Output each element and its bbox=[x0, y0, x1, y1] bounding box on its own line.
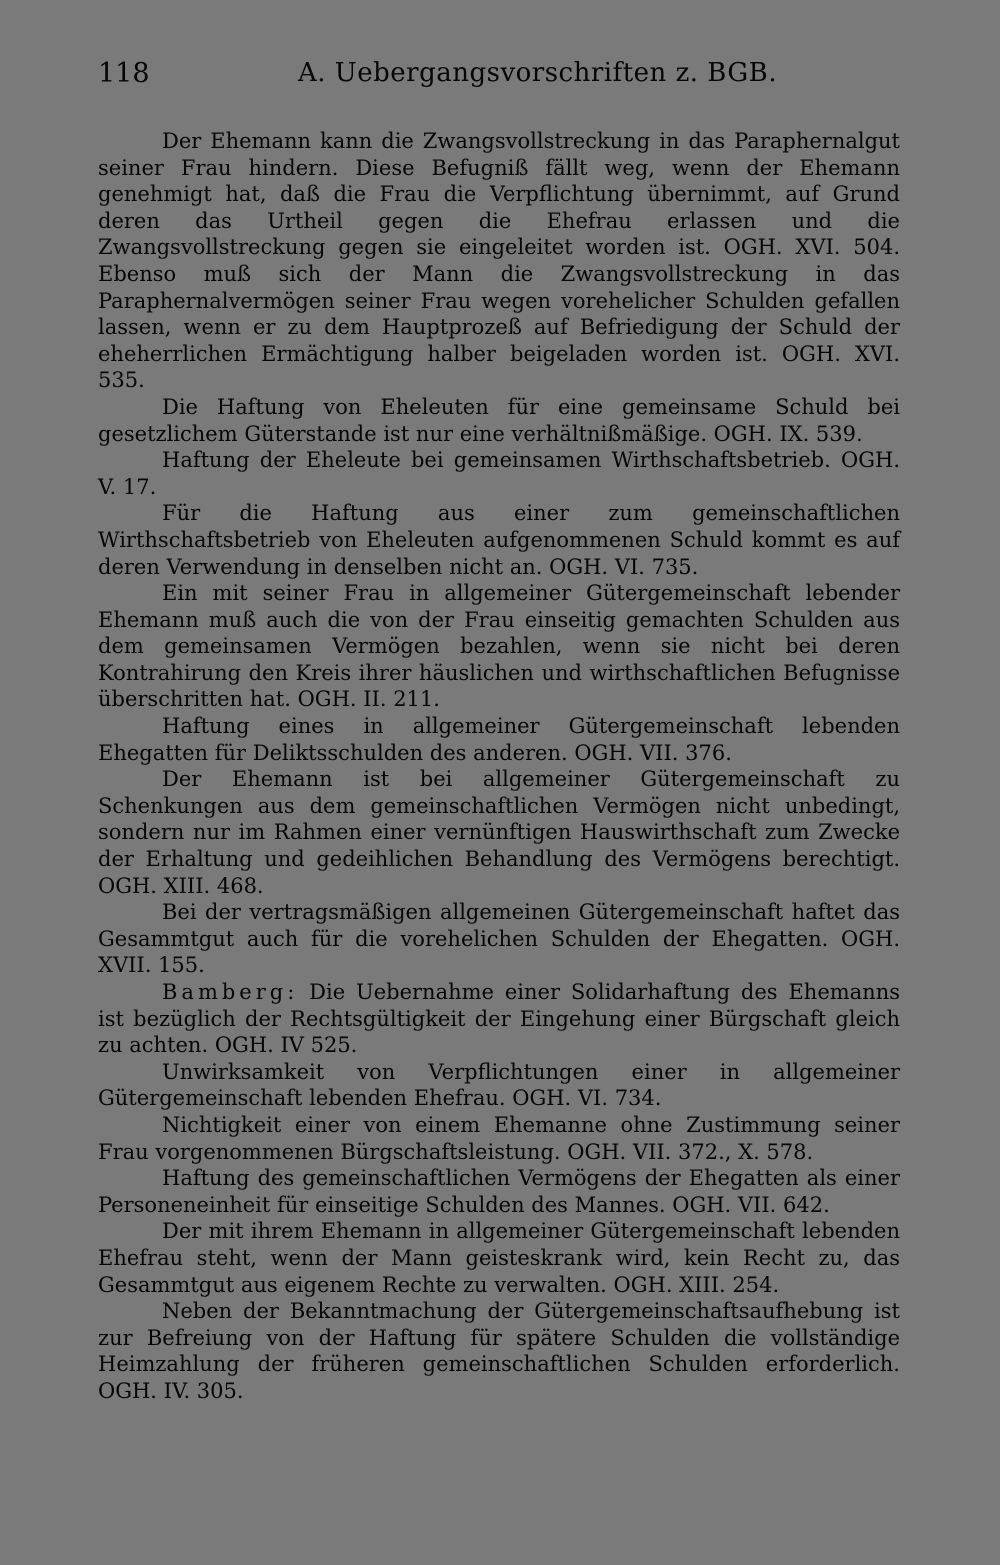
page-number: 118 bbox=[98, 58, 150, 89]
paragraph: Ein mit seiner Frau in allgemeiner Gütergemeinschaft lebender Ehemann muß auch die von der Frau einseitig gemachten Schulden aus dem gemeinsamen Vermögen bezahlen, wenn sie nicht bei deren Kontrahirung den Kreis ihrer häuslichen und wirthschaftlichen Befugnisse überschritten hat. OGH. II. 211. bbox=[98, 581, 900, 712]
paragraph: Nichtigkeit einer von einem Ehemanne ohne Zustimmung seiner Frau vorgenommenen Bürgschaftsleistung. OGH. VII. 372., X. 578. bbox=[98, 1112, 900, 1164]
paragraph: Haftung des gemeinschaftlichen Vermögens der Ehegatten als einer Personeneinheit für einseitige Schulden des Mannes. OGH. VII. 642. bbox=[98, 1166, 900, 1217]
paragraph: Die Haftung von Eheleuten für eine gemeinsame Schuld bei gesetzlichem Güterstande ist nur eine verhältnißmäßige. OGH. IX. 539. bbox=[98, 394, 900, 446]
page-body bbox=[98, 128, 900, 1405]
page-header bbox=[98, 58, 898, 98]
bamberg-text: Die Uebernahme einer Solidarhaftung des Ehemanns ist bezüglich der Rechtsgültigkeit der Eingehung einer Bürgschaft gleich zu achten. OGH. IV 525. bbox=[98, 980, 900, 1058]
paragraph: Neben der Bekanntmachung der Gütergemeinschaftsaufhebung ist zur Befreiung von der Haftung für spätere Schulden die vollständige Heimzahlung der früheren gemeinschaftlichen Schulden erforderlich. OGH. IV. 305. bbox=[98, 1299, 900, 1403]
paragraph: Haftung eines in allgemeiner Gütergemeinschaft lebenden Ehegatten für Deliktsschulden des anderen. OGH. VII. 376. bbox=[98, 714, 900, 765]
paragraph: Der Ehemann ist bei allgemeiner Gütergemeinschaft zu Schenkungen aus dem gemeinschaftlichen Vermögen nicht unbedingt, sondern nur im Rahmen einer vernünftigen Hauswirthschaft zum Zwecke der Erhaltung und gedeihlichen Behandlung des Vermögens berechtigt. OGH. XIII. 468. bbox=[98, 767, 900, 898]
paragraph: Der mit ihrem Ehemann in allgemeiner Gütergemeinschaft lebenden Ehefrau steht, wenn der Mann geisteskrank wird, kein Recht zu, das Gesammtgut aus eigenem Rechte zu verwalten. OGH. XIII. 254. bbox=[98, 1219, 900, 1297]
paragraph: Haftung der Eheleute bei gemeinsamen Wirthschaftsbetrieb. OGH. V. 17. bbox=[98, 448, 900, 499]
paragraph-bamberg bbox=[98, 979, 900, 1059]
court-name: Bamberg: bbox=[162, 980, 299, 1004]
paragraph: Bei der vertragsmäßigen allgemeinen Gütergemeinschaft haftet das Gesammtgut auch für die vorehelichen Schulden der Ehegatten. OGH. XVII. 155. bbox=[98, 900, 900, 978]
paragraph: Der Ehemann kann die Zwangsvollstreckung in das Paraphernalgut seiner Frau hindern. Diese Befugniß fällt weg, wenn der Ehemann genehmigt hat, daß die Frau die Verpflichtung übernimmt, auf Grund deren das Urtheil gegen die Ehefrau erlassen und die Zwangsvollstreckung gegen sie eingeleitet worden ist. OGH. XVI. 504. Ebenso muß sich der Mann die Zwangsvollstreckung in das Paraphernalvermögen seiner Frau wegen vorehelicher Schulden gefallen lassen, wenn er zu dem Hauptprozeß auf Befriedigung der Schuld der eheherrlichen Ermächtigung halber beigeladen worden ist. OGH. XVI. 535. bbox=[98, 129, 900, 393]
paragraph: Unwirksamkeit von Verpflichtungen einer in allgemeiner Gütergemeinschaft lebenden Ehefrau. OGH. VI. 734. bbox=[98, 1059, 900, 1111]
running-title: A. Uebergangsvorschriften z. BGB. bbox=[298, 58, 778, 88]
paragraph: Für die Haftung aus einer zum gemeinschaftlichen Wirthschaftsbetrieb von Eheleuten aufgenommenen Schuld kommt es auf deren Verwendung in denselben nicht an. OGH. VI. 735. bbox=[98, 501, 900, 579]
